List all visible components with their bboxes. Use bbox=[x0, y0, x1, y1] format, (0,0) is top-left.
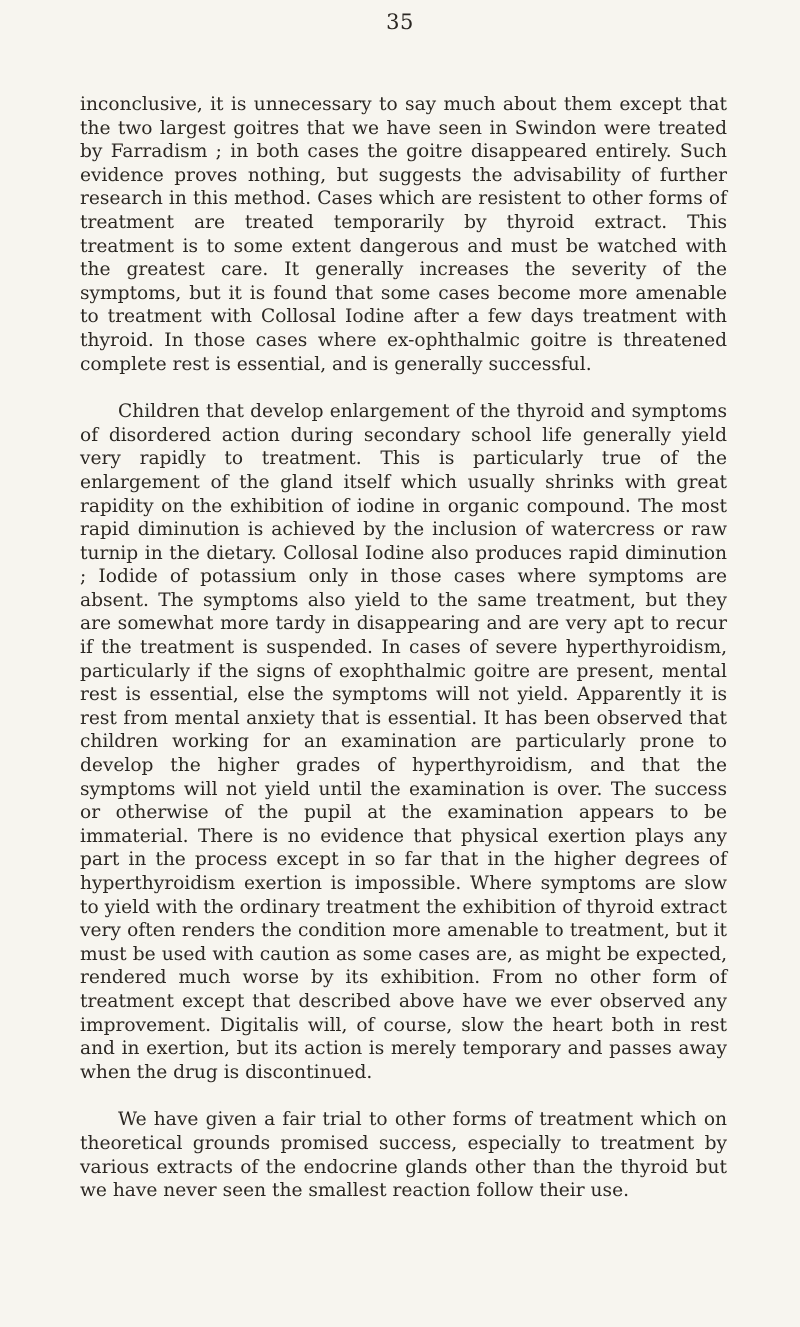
paragraph-children-treatment: Children that develop enlargement of the thyroid and symptoms of disordered action during secondary school life generally yield very rapidly to treatment. This is particularly true of the enlargement of the gland itself which usually shrinks with great rapidity on the exhibition of iodine in organic compound. The most rapid diminution is achieved by the inclusion of watercress or raw turnip in the dietary. Collosal Iodine also produces rapid diminution ; Iodide of potassium only in those cases where symptoms are absent. The symptoms also yield to the same treatment, but they are somewhat more tardy in disappearing and are very apt to recur if the treatment is suspended. In cases of severe hyperthyroidism, particularly if the signs of exophthalmic goitre are present, mental rest is essential, else the symptoms will not yield. Apparently it is rest from mental anxiety that is essential. It has been observed that children working for an examination are particularly prone to develop the higher grades of hyperthyroidism, and that the symptoms will not yield until the examination is over. The success or otherwise of the pupil at the examination appears to be immaterial. There is no evidence that physical exertion plays any part in the process except in so far that in the higher degrees of hyperthyroidism exertion is impossible. Where symptoms are slow to yield with the ordinary treatment the exhibition of thyroid extract very often renders the condition more amenable to treatment, but it must be used with caution as some cases are, as might be expected, rendered much worse by its exhibition. From no other form of treatment except that described above have we ever observed any improvement. Digitalis will, of course, slow the heart both in rest and in exertion, but its action is merely temporary and passes away when the drug is discontinued. bbox=[80, 401, 727, 1083]
page-number: 35 bbox=[386, 10, 414, 34]
paragraph-continuation: inconclusive, it is unnecessary to say much about them except that the two largest goitres that we have seen in Swindon were treated by Farradism ; in both cases the goitre disappeared entirely. Such evidence proves nothing, but suggests the advisability of further research in this method. Cases which are resistent to other forms of treatment are treated temporarily by thyroid extract. This treatment is to some extent dangerous and must be watched with the greatest care. It generally increases the severity of the symptoms, but it is found that some cases become more amenable to treatment with Collosal Iodine after a few days treatment with thyroid. In those cases where ex-ophthalmic goitre is threatened complete rest is essential, and is generally successful. bbox=[80, 94, 727, 375]
paragraph-other-treatments: We have given a fair trial to other forms of treatment which on theoretical grounds promised success, especially to treatment by various extracts of the endocrine glands other than the thyroid but we have never seen the smallest reaction follow their use. bbox=[80, 1109, 727, 1202]
body-text bbox=[80, 93, 727, 1203]
